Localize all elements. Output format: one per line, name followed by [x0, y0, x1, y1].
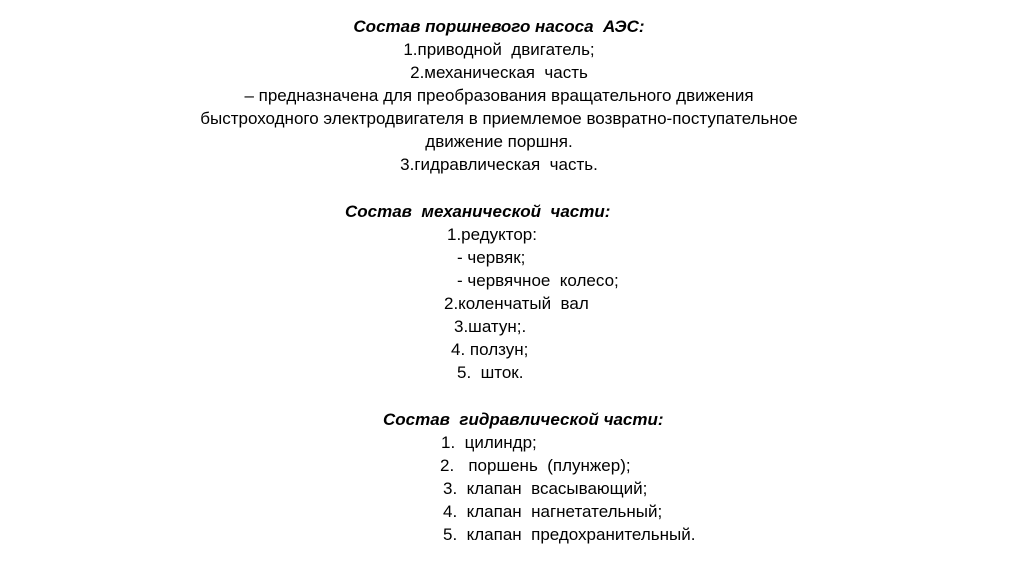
- hydraulic-heading: Состав гидравлической части:: [383, 410, 664, 429]
- hydraulic-line: 3. клапан всасывающий;: [443, 479, 648, 498]
- pump-heading: Состав поршневого насоса АЭС:: [353, 17, 645, 36]
- pump-line: движение поршня.: [425, 132, 573, 151]
- hydraulic-line: 2. поршень (плунжер);: [440, 456, 631, 475]
- pump-line: 3.гидравлическая часть.: [400, 155, 598, 174]
- mechanical-line: 3.шатун;.: [454, 317, 527, 336]
- mechanical-line: 2.коленчатый вал: [444, 294, 589, 313]
- pump-line: 2.механическая часть: [410, 63, 588, 82]
- pump-line: быстроходного электродвигателя в приемлемое возвратно-поступательное: [200, 109, 798, 128]
- mechanical-line: - червячное колесо;: [457, 271, 619, 290]
- pump-line: 1.приводной двигатель;: [403, 40, 595, 59]
- pump-line: – предназначена для преобразования вращательного движения: [244, 86, 754, 105]
- hydraulic-line: 4. клапан нагнетательный;: [443, 502, 663, 521]
- hydraulic-line: 5. клапан предохранительный.: [443, 525, 696, 544]
- hydraulic-line: 1. цилиндр;: [441, 433, 537, 452]
- mechanical-line: 5. шток.: [457, 363, 524, 382]
- mechanical-line: 4. ползун;: [451, 340, 529, 359]
- mechanical-heading: Состав механической части:: [345, 202, 611, 221]
- mechanical-line: 1.редуктор:: [447, 225, 537, 244]
- mechanical-line: - червяк;: [457, 248, 526, 267]
